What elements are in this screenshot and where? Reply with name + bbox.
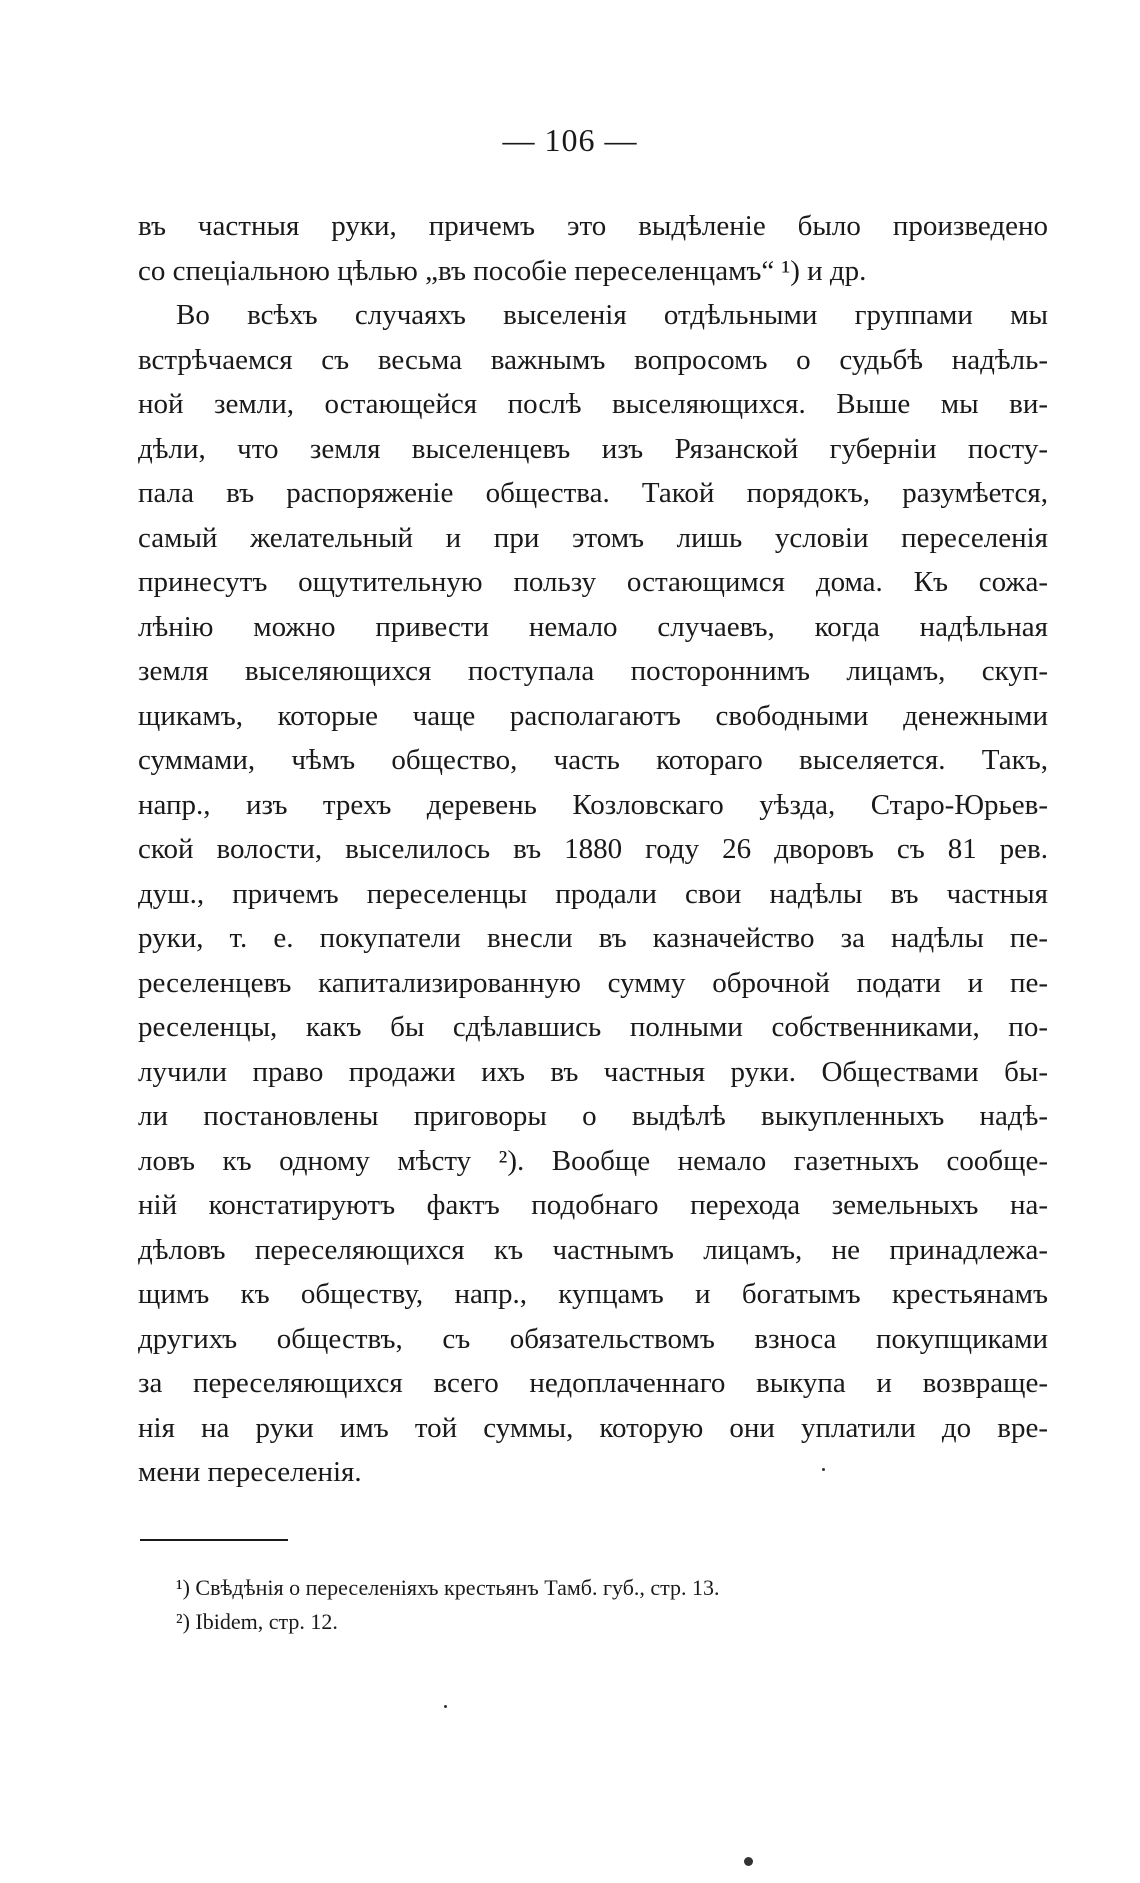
print-speck <box>744 1857 753 1866</box>
print-speck <box>822 1468 825 1471</box>
footnotes <box>176 1571 976 1639</box>
text-line: реселенцы, какъ бы сдѣлавшись полными собственниками, по- <box>138 1011 1048 1043</box>
text-line: дѣли, что земля выселенцевъ изъ Рязанской губерніи посту- <box>138 432 1048 465</box>
text-line: щимъ къ обществу, напр., купцамъ и богатымъ крестьянамъ <box>138 1278 1048 1310</box>
page-number: — 106 — <box>502 122 638 158</box>
body-text <box>138 204 1048 1495</box>
text-line: душ., причемъ переселенцы продали свои надѣлы въ частныя <box>138 877 1048 910</box>
text-line: пала въ распоряженіе общества. Такой порядокъ, разумѣется, <box>138 477 1048 509</box>
print-speck <box>444 1705 447 1708</box>
text-line: ной земли, остающейся послѣ выселяющихся. Выше мы ви- <box>138 388 1048 420</box>
text-line: за переселяющихся всего недоплаченнаго выкупа и возвраще- <box>138 1367 1048 1399</box>
text-line: въ частныя руки, причемъ это выдѣленіе было произведено <box>138 210 1048 242</box>
footnote-divider <box>140 1539 288 1541</box>
text-line: дѣловъ переселяющихся къ частнымъ лицамъ, не принадлежа- <box>138 1233 1048 1266</box>
text-line: суммами, чѣмъ общество, часть котораго выселяется. Такъ, <box>138 744 1048 776</box>
footnote-1: ¹) Свѣдѣнія о переселеніяхъ крестьянъ Тамб. губ., стр. 13. <box>176 1575 720 1600</box>
text-line: встрѣчаемся съ весьма важнымъ вопросомъ о судьбѣ надѣль- <box>138 343 1048 376</box>
text-line: напр., изъ трехъ деревень Козловскаго уѣзда, Старо-Юрьев- <box>138 788 1048 821</box>
text-line: нія на руки имъ той суммы, которую они уплатили до вре- <box>138 1411 1048 1444</box>
text-line: ловъ къ одному мѣсту ²). Вообще немало газетныхъ сообще- <box>138 1144 1048 1177</box>
text-line: ской волости, выселилось въ 1880 году 26 дворовъ съ 81 рев. <box>138 833 1048 865</box>
text-line: земля выселяющихся поступала постороннимъ лицамъ, скуп- <box>138 655 1048 687</box>
text-line: самый желательный и при этомъ лишь условіи переселенія <box>138 521 1048 554</box>
text-line: ли постановлены приговоры о выдѣлѣ выкупленныхъ надѣ- <box>138 1100 1048 1132</box>
text-line: лучили право продажи ихъ въ частныя руки. Обществами бы- <box>138 1055 1048 1088</box>
text-line: Во всѣхъ случаяхъ выселенія отдѣльными группами мы <box>176 299 1048 331</box>
text-line: принесутъ ощутительную пользу остающимся дома. Къ сожа- <box>138 566 1048 598</box>
text-line: руки, т. е. покупатели внесли въ казначейство за надѣлы пе- <box>138 922 1048 954</box>
text-line: другихъ обществъ, съ обязательствомъ взноса покупщиками <box>138 1322 1048 1355</box>
footnote-2: ²) Ibidem, стр. 12. <box>176 1609 338 1634</box>
text-line: ній констатируютъ фактъ подобнаго перехода земельныхъ на- <box>138 1189 1048 1221</box>
text-line: реселенцевъ капитализированную сумму оброчной подати и пе- <box>138 966 1048 999</box>
text-line: со спеціальною цѣлью „въ пособіе переселенцамъ“ ¹) и др. <box>138 254 867 287</box>
text-line: лѣнію можно привести немало случаевъ, когда надѣльная <box>138 610 1048 643</box>
text-line: мени переселенія. <box>138 1456 362 1488</box>
text-line: щикамъ, которые чаще располагаютъ свободными денежными <box>138 699 1048 732</box>
